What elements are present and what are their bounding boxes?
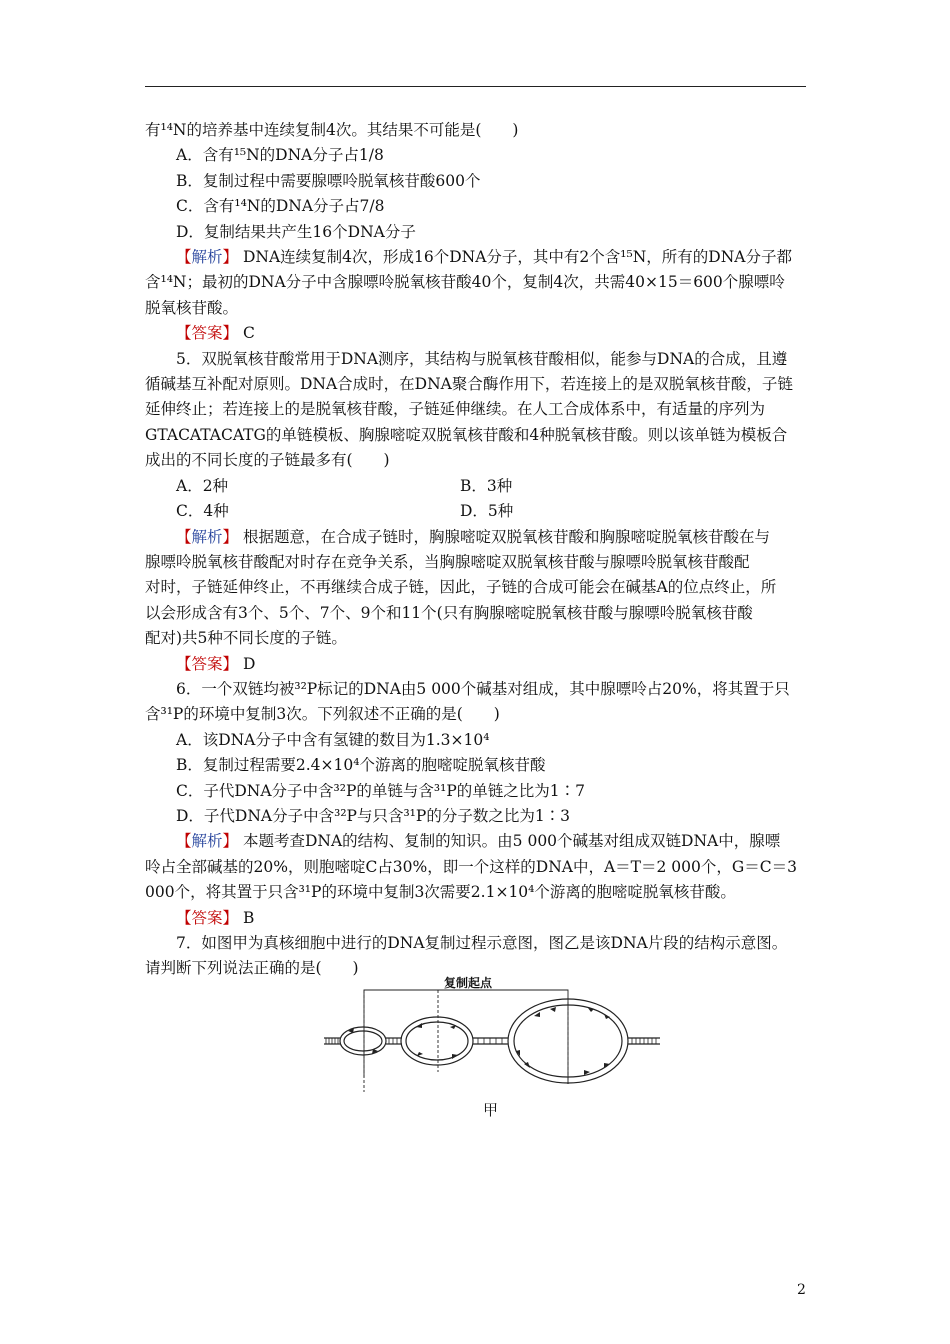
q4-analysis-line-1: 【解析】 DNA连续复制4次，形成16个DNA分子，其中有2个含¹⁵N，所有的DNA分子都 xyxy=(176,248,792,267)
q6-option-b: B．复制过程需要2.4×10⁴个游离的胞嘧啶脱氧核苷酸 xyxy=(176,756,546,775)
q6-option-d: D．子代DNA分子中含³²P与只含³¹P的分子数之比为1∶3 xyxy=(176,806,571,825)
q5-option-b: B．3种 xyxy=(460,476,513,495)
q5-stem-5: 成出的不同长度的子链最多有( ) xyxy=(145,451,390,470)
strand-direction-arrows xyxy=(348,1007,610,1075)
q4-option-a: A．含有¹⁵N的DNA分子占1/8 xyxy=(176,146,384,165)
answer-tag: 【答案】 xyxy=(176,654,239,673)
q4-option-b: B．复制过程中需要腺嘌呤脱氧核苷酸600个 xyxy=(176,171,481,190)
q6-stem-2: 含³¹P的环境中复制3次。下列叙述不正确的是( ) xyxy=(145,705,500,724)
dna-replication-diagram xyxy=(318,972,668,1092)
answer-tag: 【答案】 xyxy=(176,324,239,343)
q6-analysis-line-3: 000个，将其置于只含³¹P的环境中复制3次需要2.1×10⁴个游离的胞嘧啶脱氧核苷酸。 xyxy=(145,883,736,902)
q5-option-d: D．5种 xyxy=(460,502,514,521)
q4-analysis-line-3: 脱氧核苷酸。 xyxy=(145,298,239,317)
analysis-tag: 【解析】 xyxy=(176,832,239,851)
q5-analysis-line-4: 以会形成含有3个、5个、7个、9个和11个(只有胸腺嘧啶脱氧核苷酸与腺嘌呤脱氧核苷酸 xyxy=(145,603,753,622)
q5-stem-3: 延伸终止；若连接上的是脱氧核苷酸，子链延伸继续。在人工合成体系中，有适量的序列为 xyxy=(145,400,766,419)
q4-option-d: D．复制结果共产生16个DNA分子 xyxy=(176,222,416,241)
q5-analysis-line-2: 腺嘌呤脱氧核苷酸配对时存在竞争关系，当胸腺嘧啶双脱氧核苷酸与腺嘌呤脱氧核苷酸配 xyxy=(145,552,750,571)
q6-option-a: A．该DNA分子中含有氢键的数目为1.3×10⁴ xyxy=(176,730,490,749)
q5-analysis-line-5: 配对)共5种不同长度的子链。 xyxy=(145,629,347,648)
q5-stem-2: 循碱基互补配对原则。DNA合成时，在DNA聚合酶作用下，若连接上的是双脱氧核苷酸，子链 xyxy=(145,375,793,394)
origin-label: 复制起点 xyxy=(444,976,493,990)
q7-stem-2: 请判断下列说法正确的是( ) xyxy=(145,959,359,978)
q5-stem-4: GTACATACATG的单链模板、胸腺嘧啶双脱氧核苷酸和4种脱氧核苷酸。则以该单链为模板合 xyxy=(145,425,788,444)
q6-analysis-line-1: 【解析】 本题考查DNA的结构、复制的知识。由5 000个碱基对组成双链DNA中，腺嘌 xyxy=(176,832,781,851)
q4-answer: 【答案】 C xyxy=(176,324,255,343)
q7-stem-1: 7．如图甲为真核细胞中进行的DNA复制过程示意图，图乙是该DNA片段的结构示意图。 xyxy=(176,934,788,952)
analysis-tag: 【解析】 xyxy=(176,527,239,546)
q6-stem-1: 6．一个双链均被³²P标记的DNA由5 000个碱基对组成，其中腺嘌呤占20%，将其置于只 xyxy=(176,679,790,698)
q5-option-a: A．2种 xyxy=(176,476,229,495)
document-body xyxy=(145,118,806,982)
q5-stem-1: 5．双脱氧核苷酸常用于DNA测序，其结构与脱氧核苷酸相似，能参与DNA的合成，且遵 xyxy=(176,349,788,368)
q5-analysis-line-1: 【解析】 根据题意，在合成子链时，胸腺嘧啶双脱氧核苷酸和胸腺嘧啶脱氧核苷酸在与 xyxy=(176,527,770,546)
q6-answer: 【答案】 B xyxy=(176,908,255,927)
answer-tag: 【答案】 xyxy=(176,908,239,927)
q5-options-row-2 xyxy=(145,499,806,524)
q5-option-c: C．4种 xyxy=(176,502,229,521)
q5-options-row-1 xyxy=(145,474,806,499)
q6-analysis-line-2: 呤占全部碱基的20%，则胞嘧啶C占30%，即一个这样的DNA中，A＝T＝2 000个，G＝C＝3 xyxy=(145,857,797,876)
figure-caption: 甲 xyxy=(483,1101,499,1119)
q5-answer: 【答案】 D xyxy=(176,654,256,673)
replication-bubble-middle xyxy=(401,1017,473,1065)
analysis-tag: 【解析】 xyxy=(176,248,239,267)
q4-stem: 有¹⁴N的培养基中连续复制4次。其结果不可能是( ) xyxy=(145,121,519,139)
q4-option-c: C．含有¹⁴N的DNA分子占7/8 xyxy=(176,197,385,216)
q4-analysis-line-2: 含¹⁴N；最初的DNA分子中含腺嘌呤脱氧核苷酸40个，复制4次，共需40×15＝600个腺嘌呤 xyxy=(145,273,785,292)
q5-analysis-line-3: 对时，子链延伸终止，不再继续合成子链，因此，子链的合成可能会在碱基A的位点终止，所 xyxy=(145,578,777,597)
page-number: 2 xyxy=(797,1282,806,1298)
q6-option-c: C．子代DNA分子中含³²P的单链与含³¹P的单链之比为1∶7 xyxy=(176,781,585,800)
header-rule xyxy=(145,86,806,87)
